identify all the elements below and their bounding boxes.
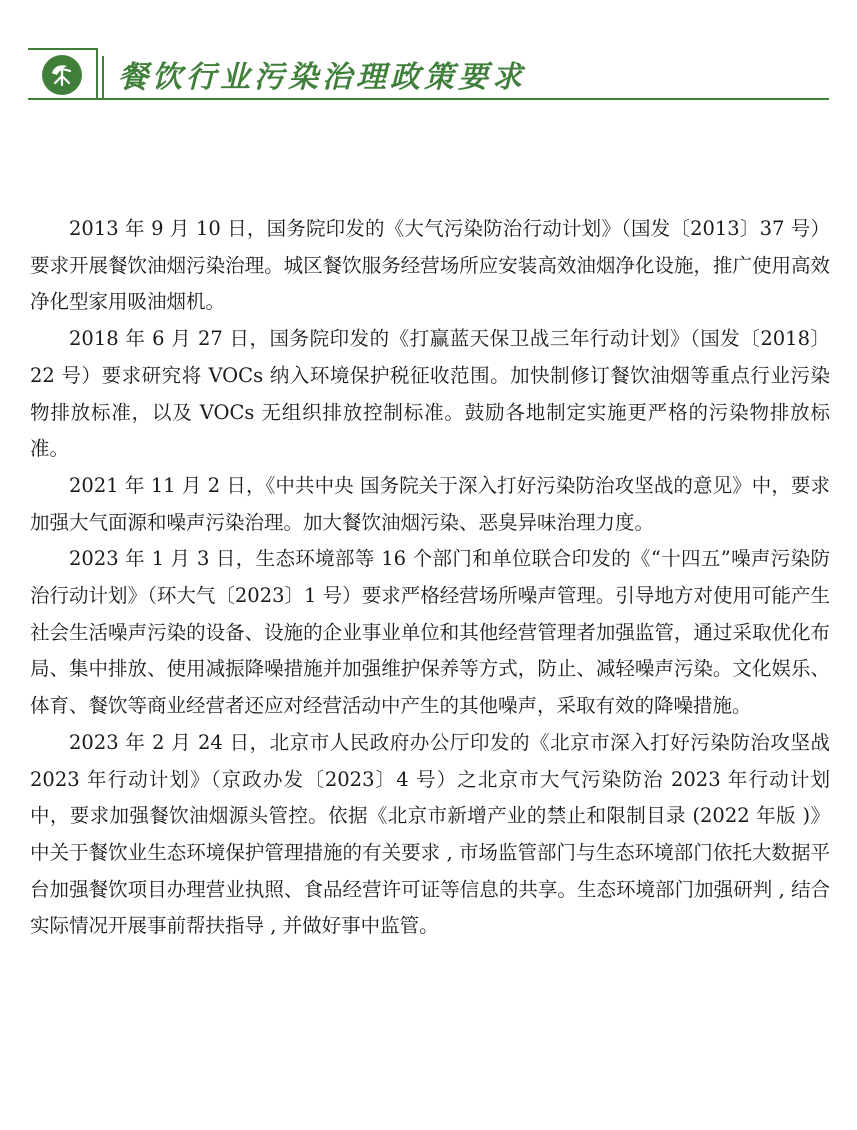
section-header bbox=[28, 42, 829, 100]
page-title: 餐饮行业污染治理政策要求 bbox=[118, 60, 526, 95]
paragraph: 2018 年 6 月 27 日，国务院印发的《打赢蓝天保卫战三年行动计划》（国发〔2018〕22 号）要求研究将 VOCs 纳入环境保护税征收范围。加快制修订餐饮油烟等重点行业污染物排放标准，以及 VOCs 无组织排放控制标准。鼓励各地制定实施更严格的污染物排放标准。 bbox=[30, 327, 830, 461]
leaf-logo-icon bbox=[42, 55, 82, 95]
paragraph: 2023 年 1 月 3 日，生态环境部等 16 个部门和单位联合印发的《“十四五”噪声污染防治行动计划》（环大气〔2023〕1 号）要求严格经营场所噪声管理。引导地方对使用可能产生社会生活噪声污染的设备、设施的企业事业单位和其他经营管理者加强监管，通过采取优化布局、集中排放、使用减振降噪措施并加强维护保养等方式，防止、减轻噪声污染。文化娱乐、体育、餐饮等商业经营者还应对经营活动中产生的其他噪声，采取有效的降噪措施。 bbox=[30, 547, 830, 718]
paragraph: 2013 年 9 月 10 日，国务院印发的《大气污染防治行动计划》（国发〔2013〕37 号）要求开展餐饮油烟污染治理。城区餐饮服务经营场所应安装高效油烟净化设施，推广使用高效净化型家用吸油烟机。 bbox=[30, 217, 830, 314]
header-divider bbox=[96, 48, 98, 100]
paragraph: 2021 年 11 月 2 日，《中共中央 国务院关于深入打好污染防治攻坚战的意见》中，要求加强大气面源和噪声污染治理。加大餐饮油烟污染、恶臭异味治理力度。 bbox=[30, 473, 830, 534]
header-underline bbox=[28, 98, 829, 100]
body-text bbox=[30, 211, 830, 945]
header-divider bbox=[102, 56, 104, 100]
paragraph: 2023 年 2 月 24 日，北京市人民政府办公厅印发的《北京市深入打好污染防治攻坚战 2023 年行动计划》（京政办发〔2023〕4 号）之北京市大气污染防治 2023 年行动计划中，要求加强餐饮油烟源头管控。依据《北京市新增产业的禁止和限制目录 (2022 年版 )》中关于餐饮业生态环境保护管理措施的有关要求 , 市场监管部门与生态环境部门依托大数据平台加强餐饮项目办理营业执照、食品经营许可证等信息的共享。生态环境部门加强研判 , 结合实际情况开展事前帮扶指导 , 并做好事中监管。 bbox=[30, 730, 830, 938]
logo-box bbox=[28, 50, 96, 100]
